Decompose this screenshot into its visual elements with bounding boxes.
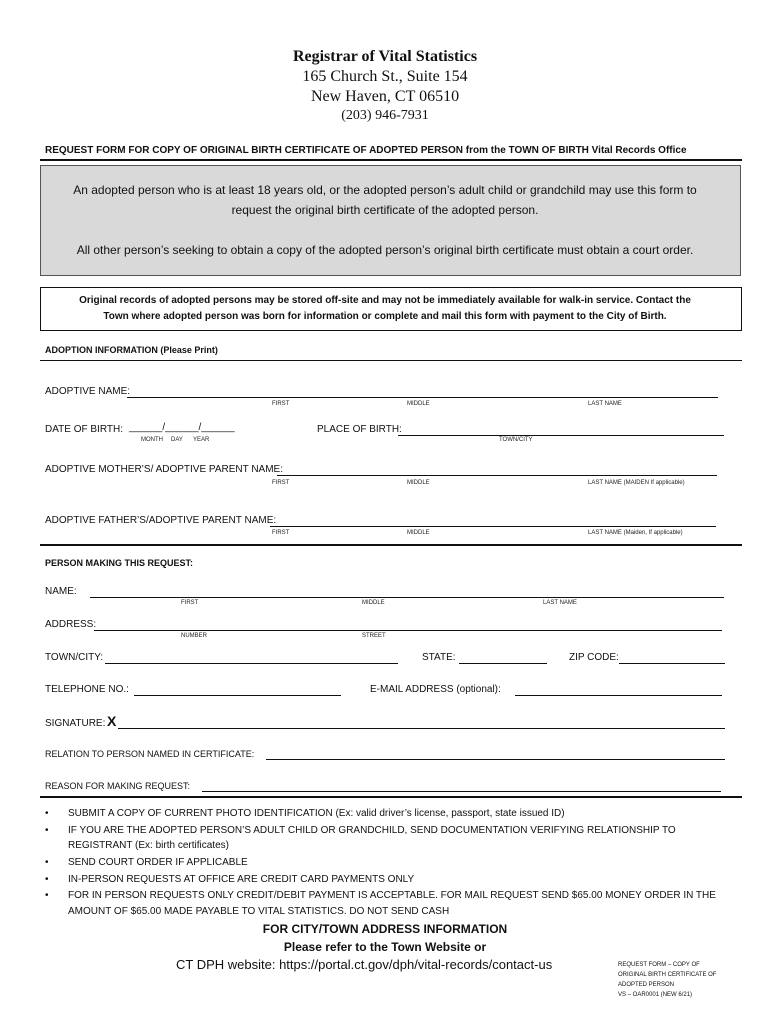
adoptive-name-first-caption: FIRST [272, 401, 290, 407]
instruction-relationship-line2: REGISTRANT (Ex: birth certificates) [68, 840, 229, 851]
father-first-caption: FIRST [272, 530, 290, 536]
adoption-section-title: ADOPTION INFORMATION (Please Print) [45, 345, 218, 355]
list-item-bullet: • [45, 825, 49, 836]
signature-field[interactable] [118, 728, 725, 729]
email-label: E-MAIL ADDRESS (optional): [370, 684, 501, 695]
address-number-caption: NUMBER [181, 633, 208, 639]
zip-code-label: ZIP CODE: [569, 652, 619, 663]
list-item-bullet: • [45, 808, 49, 819]
requester-middle-caption: MIDDLE [362, 600, 385, 606]
requester-name-field[interactable] [90, 597, 724, 598]
adoption-requester-divider [40, 544, 742, 546]
registrar-title: Registrar of Vital Statistics [292, 48, 478, 65]
address-street-caption: STREET [362, 633, 386, 639]
dob-month-caption: MONTH [141, 437, 163, 443]
registrar-address-line2: New Haven, CT 06510 [310, 88, 460, 105]
telephone-label: TELEPHONE NO.: [45, 684, 129, 695]
date-of-birth-label: DATE OF BIRTH: [45, 424, 123, 435]
footer-heading: FOR CITY/TOWN ADDRESS INFORMATION [262, 922, 508, 936]
eligibility-text-line1: An adopted person who is at least 18 years old, or the adopted person’s adult child or grandchild may use this form to [73, 183, 697, 197]
instruction-payment-line2: AMOUNT OF $65.00 MADE PAYABLE TO VITAL STATISTICS. DO NOT SEND CASH [68, 906, 450, 917]
relation-field[interactable] [266, 759, 725, 760]
requester-first-caption: FIRST [181, 600, 199, 606]
telephone-field[interactable] [134, 695, 341, 696]
requester-instructions-divider [40, 796, 742, 798]
form-title: REQUEST FORM FOR COPY OF ORIGINAL BIRTH CERTIFICATE OF ADOPTED PERSON from the TOWN OF BIRTH Vital Records Office [45, 145, 687, 156]
email-field[interactable] [515, 695, 722, 696]
signature-x-mark: X [107, 713, 117, 729]
form-id-line4: VS – OAR0001 (NEW 6/21) [618, 992, 693, 998]
adoptive-name-label: ADOPTIVE NAME: [45, 386, 131, 397]
offsite-notice-line1: Original records of adopted persons may be stored off-site and may not be immediately available for walk-in service. Contact the [79, 295, 691, 306]
adoptive-father-field[interactable] [270, 526, 716, 527]
dob-year-caption: YEAR [193, 437, 210, 443]
relation-label: RELATION TO PERSON NAMED IN CERTIFICATE: [45, 749, 255, 759]
title-divider [40, 159, 742, 161]
instruction-court-order: SEND COURT ORDER IF APPLICABLE [68, 857, 248, 868]
adoptive-mother-label: ADOPTIVE MOTHER’S/ ADOPTIVE PARENT NAME: [45, 464, 284, 475]
eligibility-text-line2: request the original birth certificate of the adopted person. [231, 203, 539, 217]
instruction-payment-line1: FOR IN PERSON REQUESTS ONLY CREDIT/DEBIT PAYMENT IS ACCEPTABLE. FOR MAIL REQUEST SEND $65.00 MONEY ORDER IN THE [68, 890, 716, 901]
place-of-birth-field[interactable] [398, 435, 724, 436]
father-middle-caption: MIDDLE [407, 530, 430, 536]
mother-first-caption: FIRST [272, 480, 290, 486]
adoption-section-divider [40, 360, 742, 361]
offsite-notice-box [40, 287, 742, 331]
father-last-caption: LAST NAME (Maiden, If applicable) [588, 530, 683, 536]
form-id-line2: ORIGINAL BIRTH CERTIFICATE OF [618, 972, 717, 978]
reason-field[interactable] [202, 791, 721, 792]
requester-name-label: NAME: [45, 586, 77, 597]
dob-day-caption: DAY [171, 437, 183, 443]
mother-last-caption: LAST NAME (MAIDEN If applicable) [588, 480, 685, 486]
address-label: ADDRESS: [45, 619, 97, 630]
state-field[interactable] [459, 663, 547, 664]
zip-code-field[interactable] [619, 663, 725, 664]
state-label: STATE: [422, 652, 456, 663]
adoptive-name-last-caption: LAST NAME [588, 401, 622, 407]
signature-label: SIGNATURE: [45, 718, 106, 729]
list-item-bullet: • [45, 890, 49, 901]
list-item-bullet: • [45, 874, 49, 885]
address-field[interactable] [94, 630, 722, 631]
requester-section-title: PERSON MAKING THIS REQUEST: [45, 558, 194, 568]
adoptive-name-field[interactable] [127, 397, 718, 398]
town-city-label: TOWN/CITY: [45, 652, 104, 663]
offsite-notice-line2: Town where adopted person was born for information or complete and mail this form with payment to the City of Birth. [103, 311, 667, 322]
eligibility-box [40, 165, 741, 276]
footer-subheading: Please refer to the Town Website or [283, 940, 487, 954]
instruction-photo-id: SUBMIT A COPY OF CURRENT PHOTO IDENTIFICATION (Ex: valid driver’s license, passport, state issued ID) [68, 808, 565, 819]
registrar-address-line1: 165 Church St., Suite 154 [302, 68, 468, 85]
reason-label: REASON FOR MAKING REQUEST: [45, 781, 191, 791]
date-of-birth-field[interactable]: ______/______/______ [129, 422, 235, 433]
town-city-field[interactable] [105, 663, 398, 664]
ct-dph-website-link[interactable]: CT DPH website: https://portal.ct.gov/dph/vital-records/contact-us [176, 957, 553, 972]
pob-town-caption: TOWN/CITY [499, 437, 533, 443]
form-id-line3: ADOPTED PERSON [618, 982, 675, 988]
instruction-relationship-line1: IF YOU ARE THE ADOPTED PERSON’S ADULT CHILD OR GRANDCHILD, SEND DOCUMENTATION VERIFYING RELATIONSHIP TO [68, 825, 676, 836]
form-id-line1: REQUEST FORM – COPY OF [618, 962, 700, 968]
list-item-bullet: • [45, 857, 49, 868]
court-order-text: All other person’s seeking to obtain a copy of the adopted person’s original birth certificate must obtain a court order. [76, 243, 694, 257]
instruction-credit-card: IN-PERSON REQUESTS AT OFFICE ARE CREDIT CARD PAYMENTS ONLY [68, 874, 415, 885]
adoptive-mother-field[interactable] [277, 475, 717, 476]
adoptive-father-label: ADOPTIVE FATHER’S/ADOPTIVE PARENT NAME: [45, 515, 277, 526]
mother-middle-caption: MIDDLE [407, 480, 430, 486]
requester-last-caption: LAST NAME [543, 600, 577, 606]
adoptive-name-middle-caption: MIDDLE [407, 401, 430, 407]
place-of-birth-label: PLACE OF BIRTH: [317, 424, 402, 435]
registrar-phone: (203) 946-7931 [341, 108, 429, 123]
